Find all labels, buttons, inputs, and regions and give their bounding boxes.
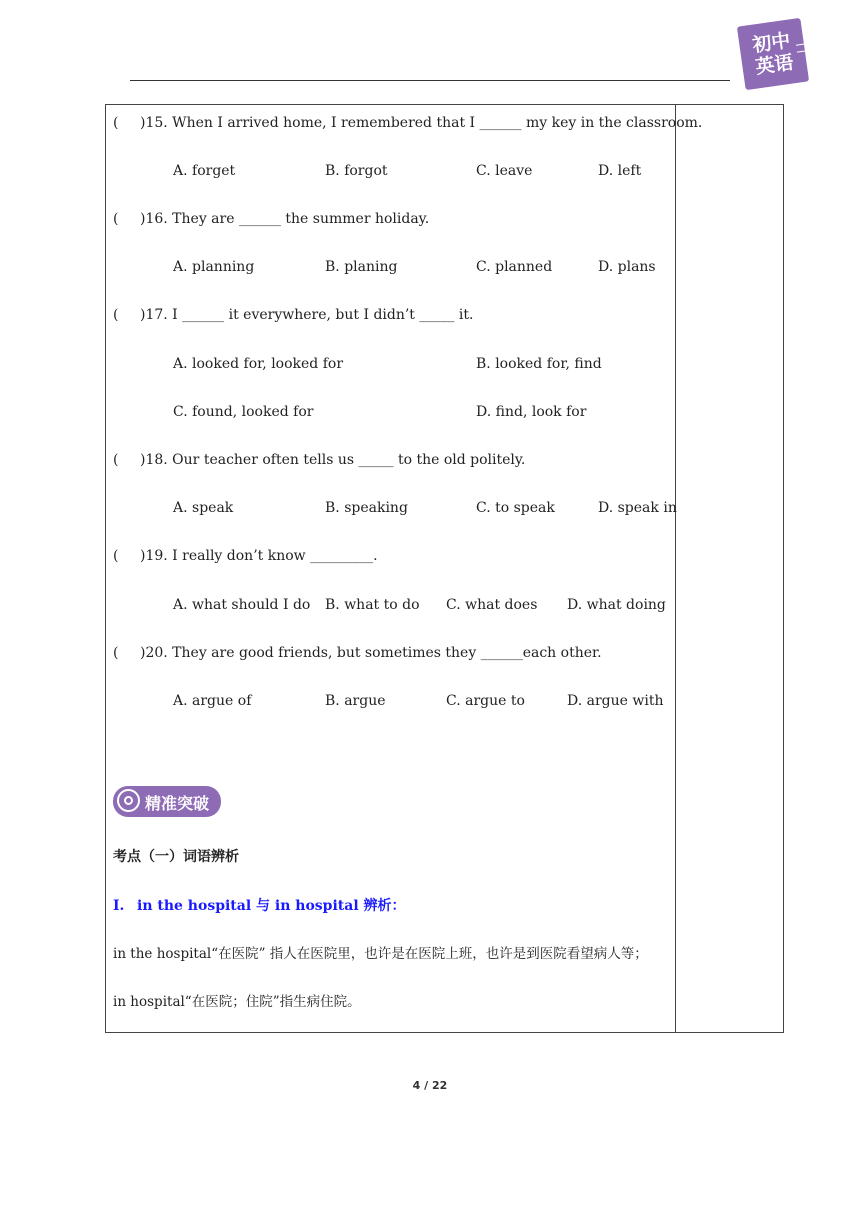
section-badge — [113, 786, 221, 817]
question-paren: ( — [113, 452, 119, 468]
option-b: B. argue — [325, 693, 386, 709]
option-b: B. planing — [325, 259, 398, 275]
question-paren: ( — [113, 307, 119, 323]
option-d: D. argue with — [567, 693, 664, 709]
option-c: C. planned — [476, 259, 553, 275]
option-c: C. argue to — [446, 693, 525, 709]
option-c: C. leave — [476, 163, 533, 179]
logo-line-1: 初中 — [751, 29, 792, 57]
option-a: A. what should I do — [173, 597, 311, 613]
option-d: D. speak in — [598, 500, 677, 516]
option-d: D. find, look for — [476, 404, 587, 420]
option-a: A. speak — [173, 500, 234, 516]
option-a: A. forget — [173, 163, 236, 179]
item-title: in the hospital 与 in hospital 辨析： — [137, 898, 406, 914]
option-c: C. found, looked for — [173, 404, 314, 420]
option-a: A. looked for, looked for — [173, 356, 344, 372]
option-d: D. left — [598, 163, 642, 179]
target-icon — [117, 789, 140, 812]
badge-label: 精准突破 — [145, 794, 210, 813]
question-stem: )16. They are ______ the summer holiday. — [140, 211, 430, 227]
question-stem: )17. I ______ it everywhere, but I didn’t _____ it. — [140, 307, 474, 323]
question-paren: ( — [113, 548, 119, 564]
option-d: D. plans — [598, 259, 656, 275]
question-stem: )15. When I arrived home, I remembered that I ______ my key in the classroom. — [140, 115, 703, 131]
logo-stripes — [796, 43, 811, 53]
item-number: I. — [113, 898, 125, 914]
section-title: 考点（一）词语辨析 — [113, 849, 239, 865]
logo-badge — [737, 18, 809, 90]
option-c: C. to speak — [476, 500, 555, 516]
header-rule — [130, 80, 730, 81]
question-paren: ( — [113, 211, 119, 227]
option-c: C. what does — [446, 597, 538, 613]
content-table — [105, 104, 784, 1033]
option-b: B. speaking — [325, 500, 408, 516]
option-b: B. forgot — [325, 163, 388, 179]
option-b: B. what to do — [325, 597, 420, 613]
option-a: A. argue of — [173, 693, 252, 709]
question-paren: ( — [113, 115, 119, 131]
option-a: A. planning — [173, 259, 255, 275]
page-number: 4 / 22 — [412, 1079, 448, 1092]
notes-column-divider — [675, 104, 676, 1033]
option-b: B. looked for, find — [476, 356, 602, 372]
explanation-line-2: in hospital“在医院；住院”指生病住院。 — [113, 994, 361, 1010]
question-stem: )18. Our teacher often tells us _____ to the old politely. — [140, 452, 526, 468]
option-d: D. what doing — [567, 597, 666, 613]
question-stem: )19. I really don’t know _________. — [140, 548, 378, 564]
logo-line-2: 英语 — [754, 51, 795, 79]
explanation-line-1: in the hospital“在医院” 指人在医院里，也许是在医院上班，也许是到医院看望病人等； — [113, 946, 648, 962]
question-paren: ( — [113, 645, 119, 661]
question-stem: )20. They are good friends, but sometimes they ______each other. — [140, 645, 602, 661]
